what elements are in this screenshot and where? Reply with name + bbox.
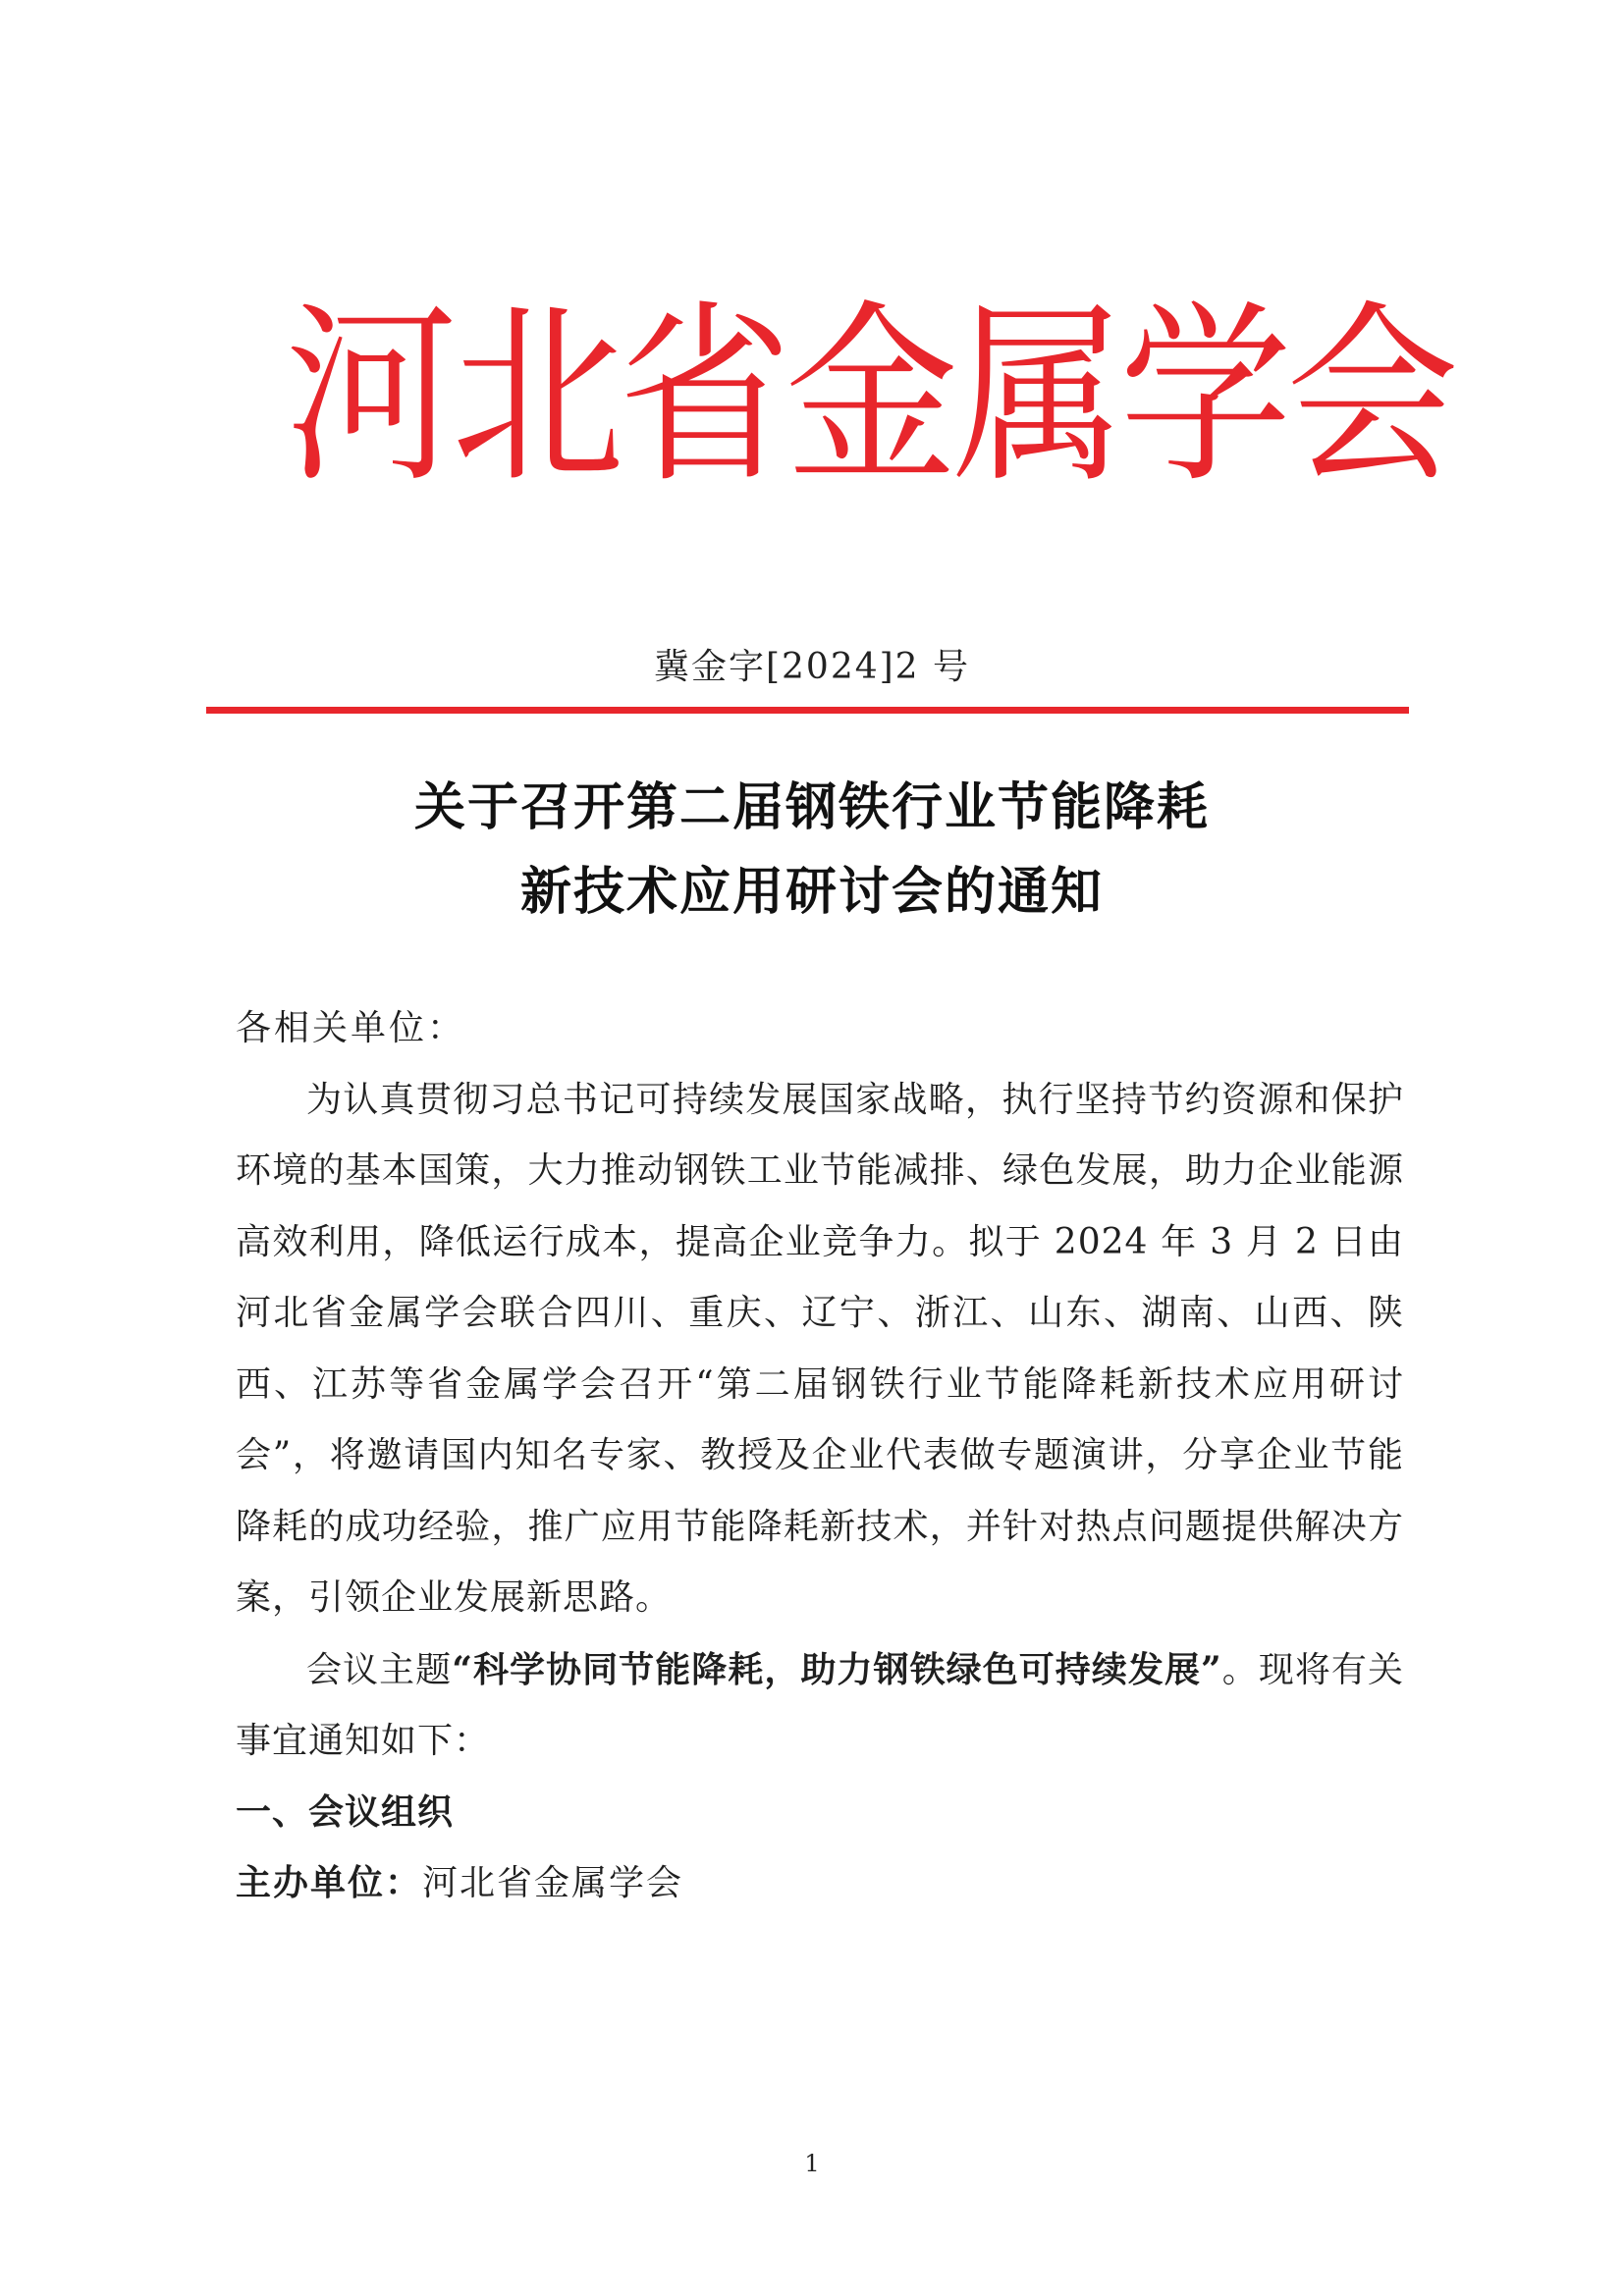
theme-prefix: 会议主题: [306, 1649, 453, 1690]
red-divider-line: [206, 707, 1409, 714]
organizer-label: 主办单位：: [236, 1863, 423, 1903]
paragraph-theme: [236, 1634, 1404, 1778]
document-title: [0, 766, 1624, 934]
document-number: 冀金字[2024]2 号: [653, 647, 971, 687]
title-line-1: 关于召开第二届钢铁行业节能降耗: [413, 777, 1210, 837]
organizer-value: 河北省金属学会: [422, 1863, 684, 1903]
salutation: 各相关单位：: [236, 1008, 466, 1048]
section-heading-organization: 一、会议组织: [236, 1791, 455, 1833]
document-body: [236, 993, 1404, 1920]
meeting-theme: “科学协同节能降耗，助力钢铁绿色可持续发展”: [452, 1648, 1222, 1690]
theme-suffix: 。现将有关事宜通知如下：: [236, 1649, 1404, 1761]
organization-header: 河北省金属学会: [285, 284, 1454, 509]
page-number: 1: [804, 2150, 820, 2177]
organizer-line: [236, 1848, 1404, 1920]
paragraph-intro: 为认真贯彻习总书记可持续发展国家战略，执行坚持节约资源和保护环境的基本国策，大力推动钢铁工业节能减排、绿色发展，助力企业能源高效利用，降低运行成本，提高企业竞争力。拟于 2024 年 3 月 2 日由河北省金属学会联合四川、重庆、辽宁、浙江、山东、湖南、山西、陕西、江苏等省金属学会召开“第二届钢铁行业节能降耗新技术应用研讨会”，将邀请国内知名专家、教授及企业代表做专题演讲，分享企业节能降耗的成功经验，推广应用节能降耗新技术，并针对热点问题提供解决方案，引领企业发展新思路。: [236, 1079, 1404, 1618]
title-line-2: 新技术应用研讨会的通知: [519, 862, 1104, 922]
